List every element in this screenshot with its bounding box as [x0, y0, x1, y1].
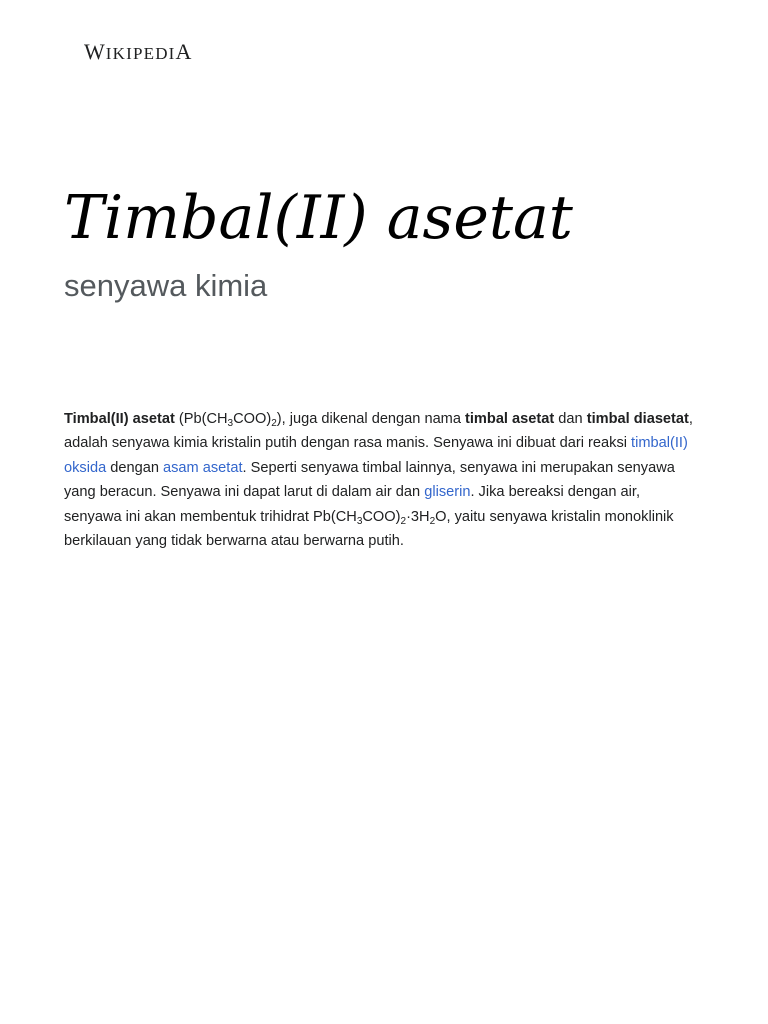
body-text: O, yaitu senyawa kristalin monoklinik berkilauan yang tidak berwarna atau berwarna putih. [64, 508, 674, 550]
link-timbal-ii-oksida[interactable]: timbal(II) oksida [64, 435, 688, 476]
formula-subscript: 2 [429, 515, 436, 527]
body-text: . Seperti senyawa timbal lainnya, senyawa ini merupakan senyawa yang beracun. Senyawa ini dapat larut di dalam air dan [64, 459, 675, 501]
body-text: dengan [106, 459, 163, 476]
formula-subscript: 3 [356, 515, 363, 527]
formula-subscript: 2 [400, 515, 407, 527]
body-text: . Jika bereaksi dengan air, senyawa ini akan membentuk trihidrat Pb(CH [64, 484, 641, 525]
page-title: Timbal(II) asetat [64, 183, 573, 253]
page-subtitle: senyawa kimia [64, 268, 268, 303]
term-alt-timbal-asetat: timbal asetat [465, 411, 555, 427]
body-text: ), juga dikenal dengan nama [276, 411, 466, 427]
wikipedia-wordmark-logo[interactable] [84, 38, 192, 66]
formula-text: COO) [362, 508, 401, 525]
wordmark-last-letter: A [175, 39, 193, 64]
link-asam-asetat[interactable]: asam asetat [163, 459, 243, 476]
formula-text: ·3H [406, 508, 430, 525]
wordmark-middle-letters: IKIPEDI [105, 44, 176, 63]
term-main: Timbal(II) asetat [64, 411, 175, 427]
term-alt-timbal-diasetat: timbal diasetat [586, 411, 689, 427]
wordmark-first-letter: W [84, 39, 106, 64]
body-text: , adalah senyawa kimia kristalin putih dengan rasa manis. Senyawa ini dibuat dari reaksi [64, 411, 693, 452]
formula-subscript: 2 [271, 418, 277, 429]
formula-text: COO) [233, 411, 272, 427]
formula-text: (Pb(CH [174, 411, 228, 427]
link-gliserin[interactable]: gliserin [424, 484, 471, 501]
formula-subscript: 3 [227, 418, 234, 429]
body-text: dan [554, 411, 587, 427]
lead-paragraph [64, 407, 694, 553]
